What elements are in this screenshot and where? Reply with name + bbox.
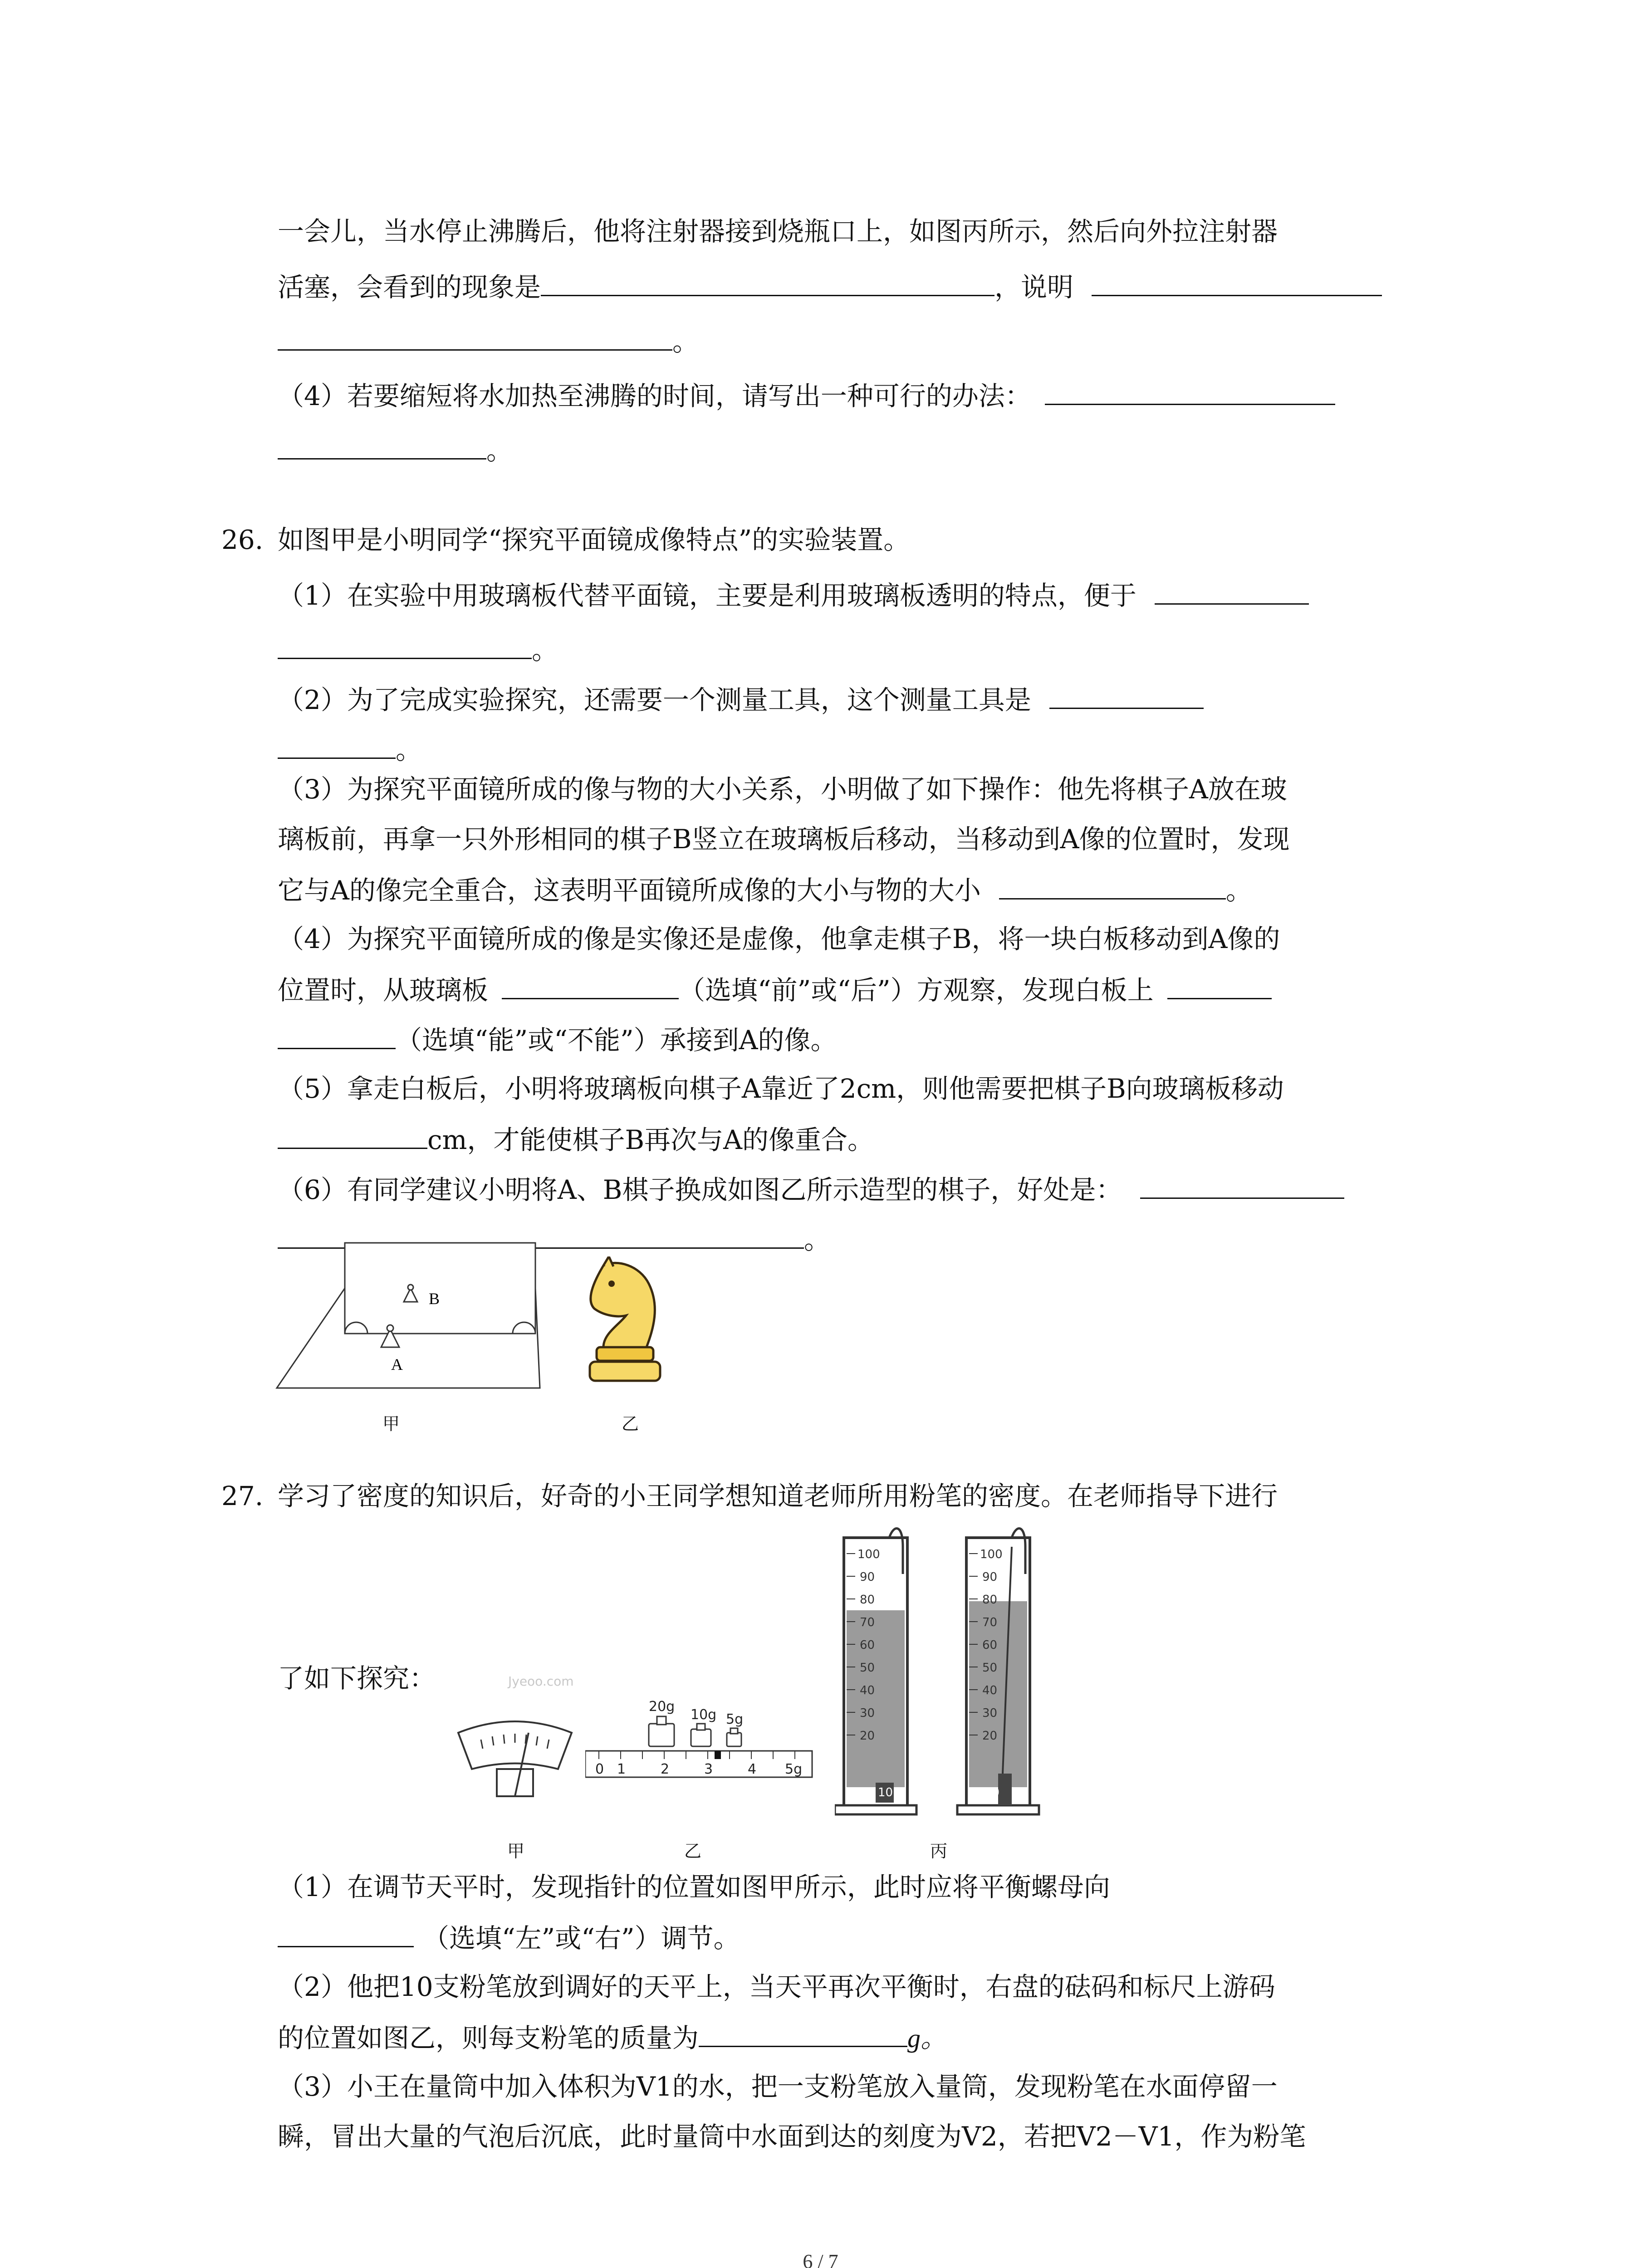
q26-blank-4b[interactable] <box>1167 971 1272 999</box>
cyl-l-100: 100 <box>857 1548 880 1561</box>
watermark: Jyeoo.com <box>508 1674 574 1689</box>
cyl-r-100: 100 <box>980 1548 1003 1561</box>
glass-plate <box>345 1243 535 1334</box>
q25-line3: 。 <box>278 322 699 360</box>
q26-blank-2-cont[interactable] <box>278 730 396 759</box>
cyl-r-70: 70 <box>982 1616 998 1629</box>
q27-s2b: 的位置如图乙，则每支粉笔的质量为 g。 <box>278 2019 947 2057</box>
q26-s2: （2）为了完成实验探究，还需要一个测量工具，这个测量工具是 <box>278 680 1204 718</box>
q26-s2-cont: 。 <box>278 730 422 768</box>
fig-label-jia-26: 甲 <box>382 1414 400 1434</box>
ruler-tick-2: 2 <box>661 1761 670 1777</box>
q26-s3b: 璃板前，再拿一只外形相同的棋子B竖立在玻璃板后移动，当移动到A像的位置时，发现 <box>278 824 1290 855</box>
q25-blank-phenomenon[interactable] <box>541 268 994 296</box>
q26-s5b: cm，才能使棋子B再次与A的像重合。 <box>278 1120 874 1158</box>
q26-s3c: 它与A的像完全重合，这表明平面镜所成像的大小与物的大小 。 <box>278 871 1252 909</box>
q26-blank-2[interactable] <box>1049 680 1204 709</box>
cyl-r-40: 40 <box>982 1684 998 1697</box>
cyl-l-20: 20 <box>860 1729 875 1743</box>
q26-blank-6[interactable] <box>1140 1170 1344 1199</box>
q26-s4c: （选填“能”或“不能”）承接到A的像。 <box>278 1021 837 1058</box>
ruler-tick-5g: 5g <box>785 1761 803 1777</box>
cyl-r-10: 10 <box>985 1786 1000 1799</box>
cyl-r-80: 80 <box>982 1593 998 1607</box>
cyl-l-50: 50 <box>860 1661 875 1675</box>
q26-s1: （1）在实验中用玻璃板代替平面镜，主要是利用玻璃板透明的特点，便于 <box>278 576 1309 614</box>
cylinders-figure <box>835 1520 1071 1828</box>
cyl-r-30: 30 <box>982 1706 998 1720</box>
weight-5g: 5g <box>726 1711 744 1727</box>
q27-s3b: 瞬，冒出大量的气泡后沉底，此时量筒中水面到达的刻度为V2，若把V2－V1，作为粉笔 <box>278 2121 1306 2152</box>
cyl-l-60: 60 <box>860 1638 875 1652</box>
q27-s1b: （选填“左”或“右”）调节。 <box>278 1919 740 1956</box>
cyl-l-90: 90 <box>860 1570 875 1584</box>
q26-intro: 26. 如图甲是小明同学“探究平面镜成像特点”的实验装置。 <box>221 524 910 555</box>
cyl-r-20: 20 <box>982 1729 998 1743</box>
weights-ruler-figure <box>585 1687 821 1805</box>
cylinder-right <box>957 1529 1039 1814</box>
fig-label-jia-27: 甲 <box>507 1841 525 1861</box>
cyl-r-60: 60 <box>982 1638 998 1652</box>
q27-s2a: （2）他把10支粉笔放到调好的天平上，当天平再次平衡时，右盘的砝码和标尺上游码 <box>278 1971 1275 2002</box>
q25-line5: 。 <box>278 431 513 469</box>
q26-blank-1-cont[interactable] <box>278 631 532 659</box>
fig-label-yi-26: 乙 <box>622 1414 639 1434</box>
cyl-l-80: 80 <box>860 1593 875 1607</box>
fig-label-yi-27: 乙 <box>684 1841 702 1861</box>
q27-s3a: （3）小王在量筒中加入体积为V1的水，把一支粉笔放入量筒，发现粉笔在水面停留一 <box>278 2071 1278 2102</box>
q27-blank-2[interactable] <box>699 2019 907 2047</box>
q27-intro: 27. 学习了密度的知识后，好奇的小王同学想知道老师所用粉笔的密度。在老师指导下进行 <box>221 1481 1278 1511</box>
page-number: 6 / 7 <box>803 2250 838 2268</box>
q25-blank-explain[interactable] <box>1092 268 1382 296</box>
ruler-tick-4: 4 <box>748 1761 757 1777</box>
q25-line1: 一会儿，当水停止沸腾后，他将注射器接到烧瓶口上，如图丙所示，然后向外拉注射器 <box>278 216 1278 247</box>
cyl-l-40: 40 <box>860 1684 875 1697</box>
q26-blank-4b-cont[interactable] <box>278 1021 396 1049</box>
fig-label-bing-27: 丙 <box>930 1841 948 1861</box>
cyl-l-70: 70 <box>860 1616 875 1629</box>
cylinder-left <box>835 1529 916 1814</box>
q25-line2: 活塞，会看到的现象是 ，说明 <box>278 268 1382 305</box>
q26-s1-cont: 。 <box>278 631 558 668</box>
cyl-l-10: 10 <box>878 1786 893 1799</box>
ruler-tick-0: 0 <box>595 1761 604 1777</box>
q25-blank-method-cont[interactable] <box>278 431 486 459</box>
cyl-r-50: 50 <box>982 1661 998 1675</box>
q26-blank-4a[interactable] <box>502 971 679 999</box>
cyl-l-30: 30 <box>860 1706 875 1720</box>
q26-s4b: 位置时，从玻璃板 （选填“前”或“后”）方观察，发现白板上 <box>278 971 1272 1008</box>
label-a: A <box>391 1355 403 1374</box>
q25-blank-explain-cont[interactable] <box>278 322 672 351</box>
q27-intro2: 了如下探究： <box>278 1663 436 1694</box>
q27-s1a: （1）在调节天平时，发现指针的位置如图甲所示，此时应将平衡螺母向 <box>278 1872 1110 1902</box>
label-b: B <box>429 1290 440 1308</box>
q26-blank-1[interactable] <box>1155 576 1309 605</box>
q26-s3a: （3）为探究平面镜所成的像与物的大小关系，小明做了如下操作：他先将棋子A放在玻 <box>278 774 1287 805</box>
q27-blank-1[interactable] <box>278 1919 414 1947</box>
ruler-tick-3: 3 <box>704 1761 713 1777</box>
q25-blank-method[interactable] <box>1045 376 1335 405</box>
ruler-tick-1: 1 <box>617 1761 626 1777</box>
q26-s6-cont: 。 <box>278 1220 830 1258</box>
q26-s5a: （5）拿走白板后，小明将玻璃板向棋子A靠近了2cm，则他需要把棋子B向玻璃板移动 <box>278 1073 1284 1104</box>
q25-line4: （4）若要缩短将水加热至沸腾的时间，请写出一种可行的办法： <box>278 376 1335 414</box>
q26-s4a: （4）为探究平面镜所成的像是实像还是虚像，他拿走棋子B，将一块白板移动到A像的 <box>278 924 1280 954</box>
balance-pointer-figure <box>454 1715 576 1814</box>
horse-chess-piece <box>576 1256 671 1393</box>
mirror-setup-figure <box>272 1234 572 1452</box>
cyl-r-90: 90 <box>982 1570 998 1584</box>
rider <box>715 1751 721 1759</box>
weight-10g: 10g <box>691 1707 717 1723</box>
q26-blank-3[interactable] <box>999 871 1226 899</box>
weight-20g: 20g <box>649 1699 675 1715</box>
q26-blank-5[interactable] <box>278 1120 427 1149</box>
q26-s6: （6）有同学建议小明将A、B棋子换成如图乙所示造型的棋子，好处是： <box>278 1170 1344 1208</box>
